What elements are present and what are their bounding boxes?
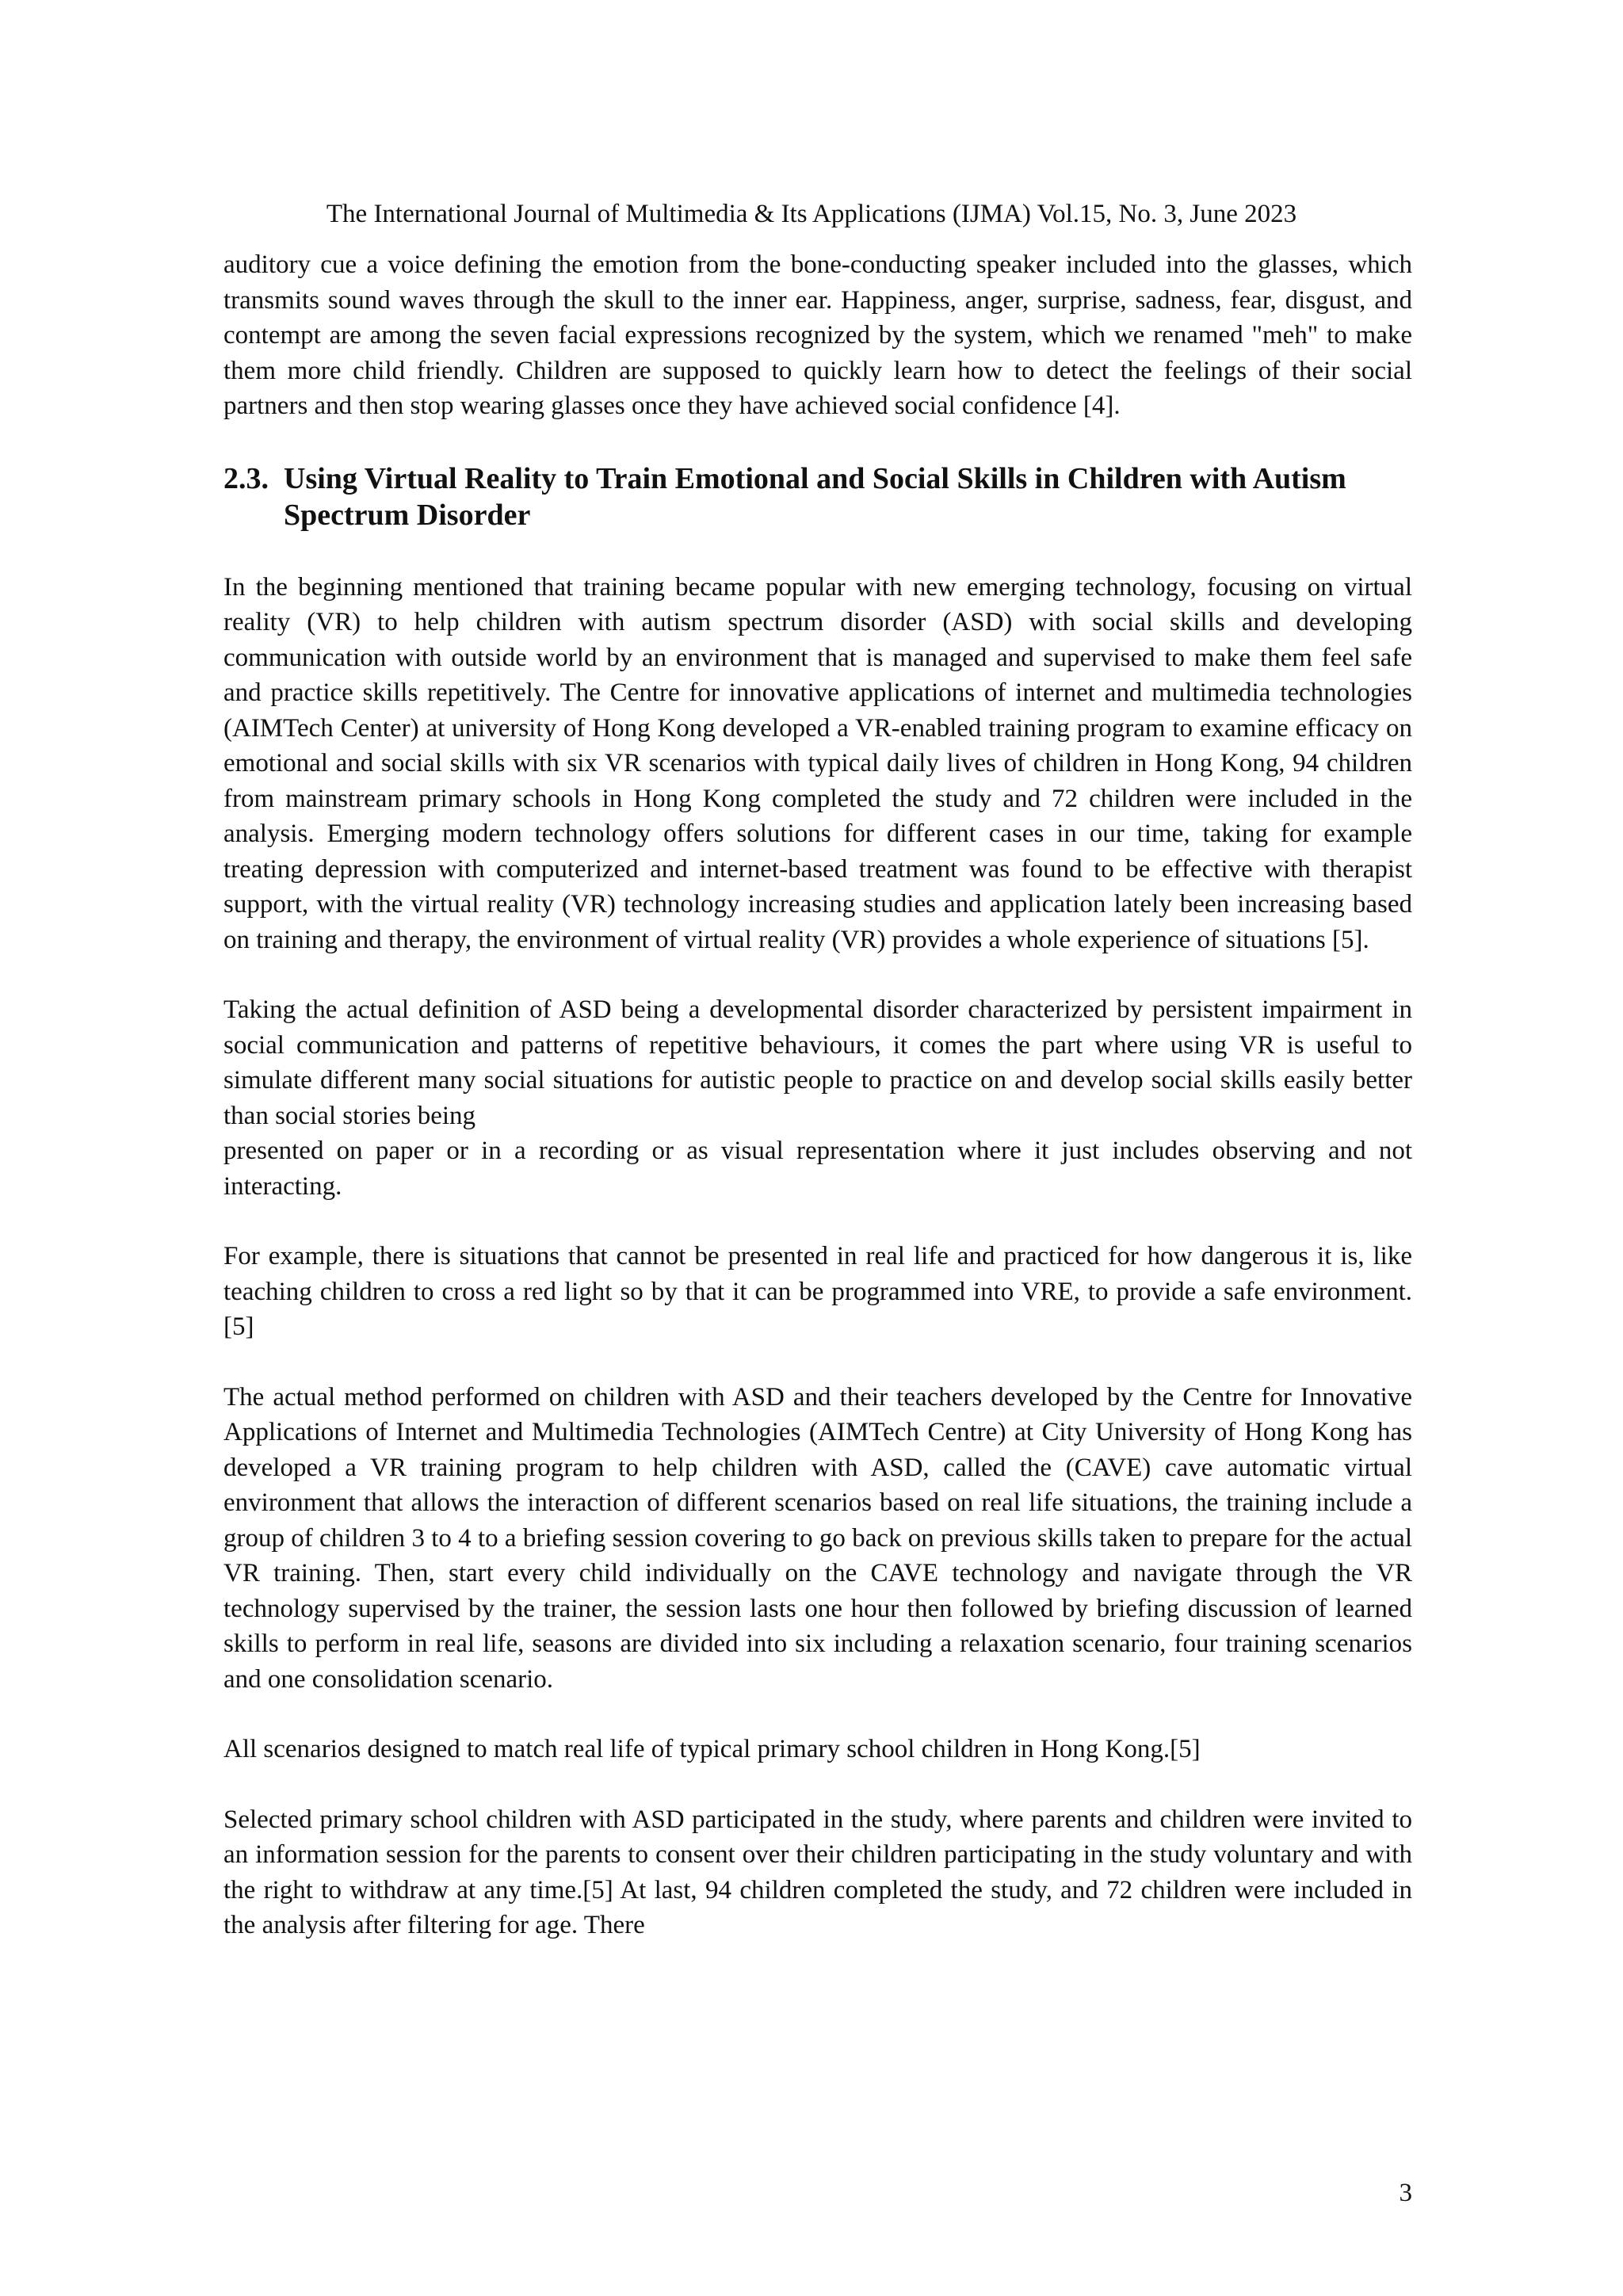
section-number: 2.3. [223,461,269,495]
running-header: The International Journal of Multimedia & Its Applications (IJMA) Vol.15, No. 3, June 2023 [326,200,1297,228]
paragraph-6: Selected primary school children with ASD participated in the study, where parents and children were invited to an information session for the parents to consent over their children participating in the study voluntary and with the right to withdraw at any time.[5] At last, 94 children completed the study, and 72 children were included in the analysis after filtering for age. There [223,1805,1412,1939]
paragraph-2b: presented on paper or in a recording or as visual representation where it just includes observing and not interacting. [223,1137,1412,1201]
page-number: 3 [1399,2179,1412,2207]
paragraph-4: The actual method performed on children with ASD and their teachers developed by the Centre for Innovative Applications of Internet and Multimedia Technologies (AIMTech Centre) at City University of Hong Kong has developed a VR training program to help children with ASD, called the (CAVE) cave automatic virtual environment that allows the interaction of different scenarios based on real life situations, the training include a group of children 3 to 4 to a briefing session covering to go back on previous skills taken to prepare for the actual VR training. Then, start every child individually on the CAVE technology and navigate through the VR technology supervised by the trainer, the session lasts one hour then followed by briefing discussion of learned skills to perform in real life, seasons are divided into six including a relaxation scenario, four training scenarios and one consolidation scenario. [223,1382,1412,1694]
paragraph-5: All scenarios designed to match real life of typical primary school children in Hong Kong.[5] [223,1735,1201,1763]
section-title: Using Virtual Reality to Train Emotional and Social Skills in Children with Autism Spectrum Disorder [284,461,1346,532]
paragraph-3: For example, there is situations that cannot be presented in real life and practiced for how dangerous it is, like teaching children to cross a red light so by that it can be programmed into VRE, to provide a safe environment.[5] [223,1242,1412,1341]
section-heading [223,460,1412,533]
paragraph-2a: Taking the actual definition of ASD being a developmental disorder characterized by persistent impairment in social communication and patterns of repetitive behaviours, it comes the part where using VR is useful to simulate different many social situations for autistic people to practice on and develop social skills easily better than social stories being [223,995,1412,1130]
paragraph-intro: auditory cue a voice defining the emotion from the bone-conducting speaker included into the glasses, which transmits sound waves through the skull to the inner ear. Happiness, anger, surprise, sadness, fear, disgust, and contempt are among the seven facial expressions recognized by the system, which we renamed "meh" to make them more child friendly. Children are supposed to quickly learn how to detect the feelings of their social partners and then stop wearing glasses once they have achieved social confidence [4]. [223,250,1412,420]
paragraph-1: In the beginning mentioned that training became popular with new emerging technology, focusing on virtual reality (VR) to help children with autism spectrum disorder (ASD) with social skills and developing communication with outside world by an environment that is managed and supervised to make them feel safe and practice skills repetitively. The Centre for innovative applications of internet and multimedia technologies (AIMTech Center) at university of Hong Kong developed a VR-enabled training program to examine efficacy on emotional and social skills with six VR scenarios with typical daily lives of children in Hong Kong, 94 children from mainstream primary schools in Hong Kong completed the study and 72 children were included in the analysis. Emerging modern technology offers solutions for different cases in our time, taking for example treating depression with computerized and internet-based treatment was found to be effective with therapist support, with the virtual reality (VR) technology increasing studies and application lately been increasing based on training and therapy, the environment of virtual reality (VR) provides a whole experience of situations [5]. [223,572,1412,954]
body-text [223,247,1412,1943]
